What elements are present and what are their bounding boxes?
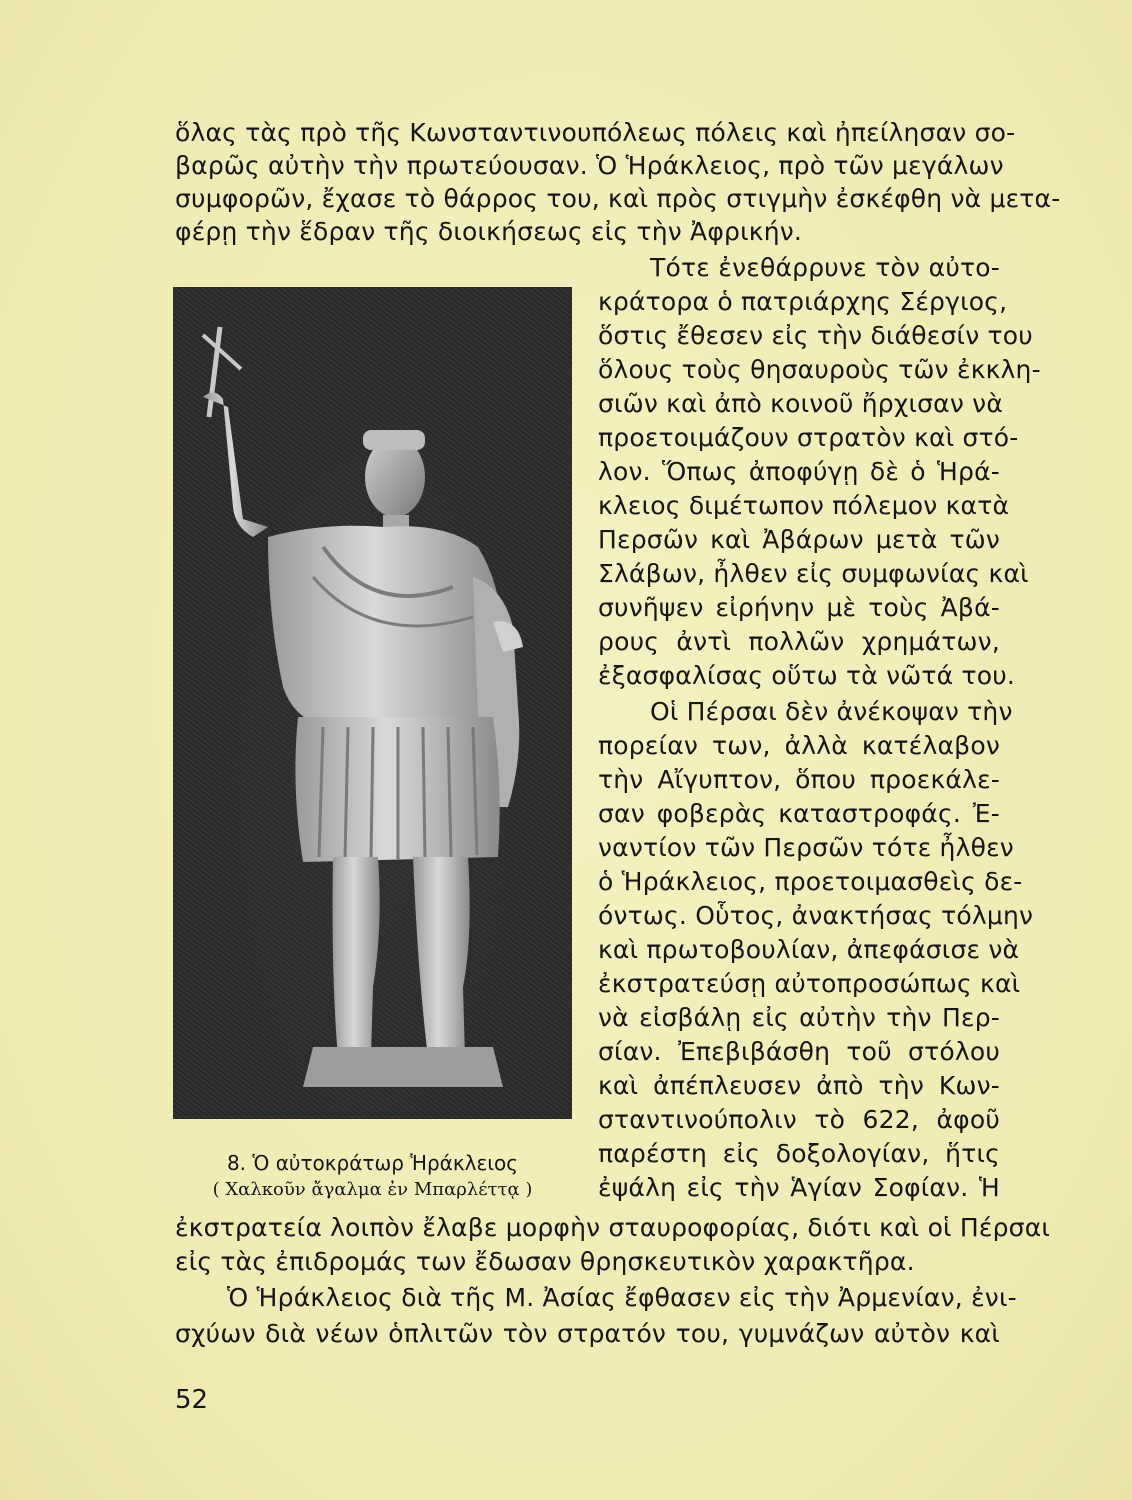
text-line: συμφορῶν, ἔχασε τὸ θάρρος του, καὶ πρὸς στιγμὴν ἐσκέφθη νὰ μετα- (175, 184, 1061, 213)
text-line: όντως. Οὗτος, ἀνακτήσας τόλμην (598, 901, 1034, 930)
text-line: βαρῶς αὐτὴν τὴν πρωτεύουσαν. Ὁ Ἡράκλειος, πρὸ τῶν μεγάλων (175, 151, 1004, 180)
text-line: παρέστη εἰς δοξολογίαν, ἥτις (598, 1139, 1000, 1168)
text-line: ἐκστρατεία λοιπὸν ἔλαβε μορφὴν σταυροφορίας, διότι καὶ οἱ Πέρσαι (175, 1213, 1051, 1242)
text-line: Περσῶν καὶ Ἀβάρων μετὰ τῶν (598, 525, 1000, 554)
figure-caption-note: ( Χαλκοῦν ἄγαλμα ἐν Μπαρλέττᾳ ) (212, 1179, 533, 1200)
text-line: συνῆψεν εἰρήνην μὲ τοὺς Ἀβά- (598, 593, 1000, 622)
text-line: Τότε ἐνεθάρρυνε τὸν αὐτο- (650, 253, 1000, 282)
text-line: τὴν Αἴγυπτον, ὅπου προεκάλε- (598, 765, 1000, 794)
statue-photo (173, 287, 572, 1119)
text-line: εἰς τὰς ἐπιδρομάς των ἔδωσαν θρησκευτικὸν χαρακτῆρα. (175, 1247, 915, 1276)
text-line: λον. Ὅπως ἀποφύγῃ δὲ ὁ Ἡρά- (598, 457, 1000, 486)
text-line: ὅλους τοὺς θησαυροὺς τῶν ἐκκλη- (598, 355, 1041, 384)
text-line: Οἱ Πέρσαι δὲν ἀνέκοψαν τὴν (650, 697, 1013, 726)
text-line: ἐξασφαλίσας οὕτω τὰ νῶτά του. (598, 661, 1016, 690)
text-line: ἐκστρατεύσῃ αὐτοπροσώπως καὶ (598, 969, 1021, 998)
figure-caption-title: 8. Ὁ αὐτοκράτωρ Ἡράκλειος (226, 1151, 519, 1175)
text-line: ὁ Ἡράκλειος, προετοιμασθεὶς δε- (598, 867, 1023, 896)
text-line: σαν φοβερὰς καταστροφάς. Ἐ- (598, 799, 1000, 828)
text-line: κλειος διμέτωπον πόλεμον κατὰ (598, 491, 1010, 520)
statue-illustration (173, 287, 572, 1119)
text-line: Σλάβων, ἦλθεν εἰς συμφωνίας καὶ (598, 559, 1029, 588)
text-line: Ὁ Ἡράκλειος διὰ τῆς Μ. Ἀσίας ἔφθασεν εἰς τὴν Ἀρμενίαν, ἐνι- (227, 1283, 1017, 1312)
text-line: νὰ εἰσβάλῃ εἰς αὐτὴν τὴν Περ- (598, 1003, 1000, 1032)
text-line: ἐψάλη εἰς τὴν Ἁγίαν Σοφίαν. Ἡ (598, 1173, 1000, 1202)
text-line: ὅλας τὰς πρὸ τῆς Κωνσταντινουπόλεως πόλεις καὶ ἠπείλησαν σο- (175, 118, 1016, 147)
text-line: ὅστις ἔθεσεν εἰς τὴν διάθεσίν του (598, 321, 1033, 350)
text-line: σίαν. Ἐπεβιβάσθη τοῦ στόλου (598, 1037, 1000, 1066)
text-line: σχύων διὰ νέων ὁπλιτῶν τὸν στρατόν του, γυμνάζων αὐτὸν καὶ (175, 1319, 1000, 1348)
page-number: 52 (175, 1385, 209, 1415)
text-line: ναντίον τῶν Περσῶν τότε ἦλθεν (598, 833, 1014, 862)
text-line: καὶ πρωτοβουλίαν, ἀπεφάσισε νὰ (598, 935, 1020, 964)
text-line: πορείαν των, ἀλλὰ κατέλαβον (598, 731, 1000, 760)
text-line: φέρῃ τὴν ἕδραν τῆς διοικήσεως εἰς τὴν Ἀφρικήν. (175, 217, 803, 246)
text-line: προετοιμάζουν στρατὸν καὶ στό- (598, 423, 1019, 452)
text-line: καὶ ἀπέπλευσεν ἀπὸ τὴν Κων- (598, 1071, 1000, 1100)
text-line: ρους ἀντὶ πολλῶν χρημάτων, (598, 627, 1000, 656)
text-line: σταντινούπολιν τὸ 622, ἀφοῦ (598, 1105, 1000, 1134)
text-line: κράτορα ὁ πατριάρχης Σέργιος, (598, 287, 1008, 316)
text-line: σιῶν καὶ ἀπὸ κοινοῦ ἤρχισαν νὰ (598, 389, 1003, 418)
